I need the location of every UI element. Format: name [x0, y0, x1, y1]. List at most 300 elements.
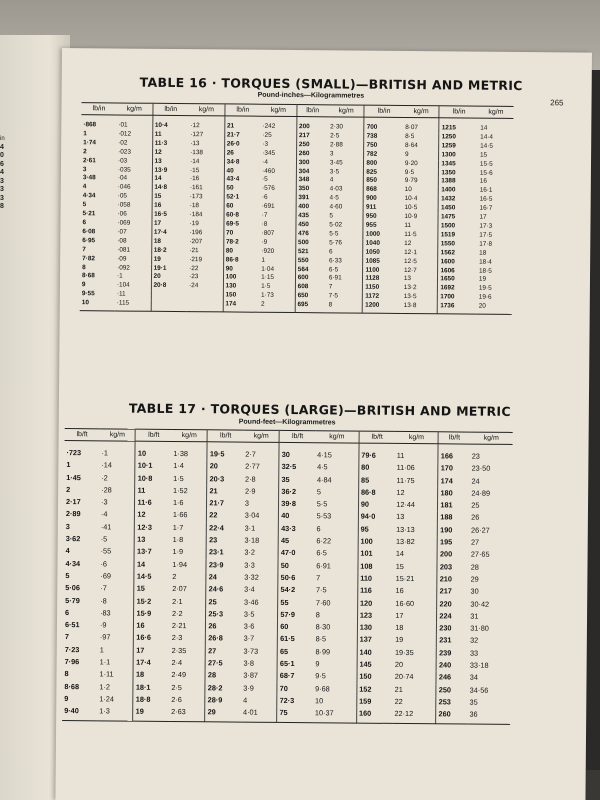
cell-metric: 15 — [394, 561, 438, 574]
cell-british: 10 — [137, 448, 147, 458]
cell-metric: 9·5 — [313, 671, 357, 684]
cell-metric: ·6 — [98, 558, 134, 571]
cell-metric: 8·99 — [313, 646, 357, 659]
cell-british: 26 — [208, 621, 217, 631]
cell-metric: 3·2 — [242, 547, 278, 560]
cell-british: 5 — [65, 571, 70, 581]
cell-metric: ·196 — [187, 229, 223, 238]
left-page-digit: 0 — [0, 152, 4, 159]
column-header-lb: lb/in — [439, 106, 478, 118]
cell-british: 738 — [366, 132, 378, 140]
cell-metric: ·4 — [99, 509, 135, 522]
cell-metric: ·01 — [116, 115, 152, 131]
cell-british: 650 — [297, 292, 309, 300]
table16-subtitle: Pound-inches—Kilogrammetres — [257, 91, 365, 100]
cell-british: 11 — [154, 130, 162, 138]
cell-metric: ·23 — [187, 274, 223, 283]
cell-british: 5·79 — [65, 595, 80, 605]
cell-metric: 3·45 — [328, 159, 364, 168]
table17-title: TABLE 17 · TORQUES (LARGE)—BRITISH AND METRIC — [128, 400, 511, 419]
cell-metric: 3·4 — [242, 584, 278, 597]
cell-metric: 3·9 — [241, 682, 277, 695]
cell-metric: ·09 — [115, 255, 151, 264]
cell-british: 36·2 — [281, 486, 297, 496]
cell-british: 65·1 — [279, 658, 295, 669]
cell-metric: 20 — [393, 659, 437, 672]
cell-metric: 17·3 — [479, 222, 493, 230]
cell-british: 1000 — [365, 230, 381, 238]
cell-metric: 12·7 — [402, 266, 438, 275]
cell-metric: 19·35 — [393, 647, 437, 660]
cell-metric: 15·6 — [479, 169, 493, 177]
table-row — [62, 705, 510, 724]
cell-metric: 3·5 — [242, 608, 278, 621]
column-header-kg: kg/m — [100, 429, 136, 441]
cell-british: 12 — [154, 148, 162, 156]
cell-british: 25 — [208, 596, 217, 606]
cell-metric: 6·33 — [327, 257, 363, 266]
cell-metric: 3·6 — [242, 621, 278, 634]
cell-metric: 25 — [471, 500, 480, 510]
cell-metric: ·21 — [187, 247, 223, 256]
cell-british: 43·4 — [226, 175, 240, 183]
cell-metric: 5·5 — [327, 230, 363, 239]
cell-british: 8 — [64, 669, 69, 679]
cell-british: 8 — [82, 263, 86, 271]
cell-metric: 20·74 — [393, 671, 437, 684]
cell-metric: ·4 — [260, 158, 296, 167]
cell-metric: 24 — [471, 476, 480, 486]
cell-british: 35 — [281, 474, 290, 484]
cell-british: 348 — [298, 176, 310, 184]
cell-metric: 16·60 — [393, 597, 437, 610]
cell-british: 50 — [226, 184, 234, 192]
cell-british: 190 — [440, 525, 453, 535]
cell-metric: 11·75 — [394, 475, 438, 488]
cell-british: 60 — [280, 622, 289, 632]
cell-british: 260 — [298, 149, 310, 157]
cell-metric: 6·91 — [327, 275, 363, 284]
cell-metric: ·184 — [188, 211, 224, 220]
cell-metric: 17 — [393, 610, 437, 623]
cell-british: 9 — [81, 281, 86, 289]
column-header-lb: lb/in — [297, 105, 329, 117]
cell-british: 2 — [83, 147, 87, 155]
cell-british: 101 — [360, 548, 373, 559]
cell-metric: ·05 — [116, 193, 152, 202]
cell-british: 159 — [359, 696, 372, 706]
cell-metric: 2·35 — [170, 645, 206, 658]
cell-metric: ·046 — [116, 184, 152, 193]
cell-british: 8·68 — [81, 272, 95, 280]
cell-british: 6·08 — [82, 228, 96, 236]
cell-metric: 8·64 — [403, 142, 439, 151]
cell-metric: ·19 — [188, 220, 224, 229]
left-page-digit: 6 — [0, 160, 4, 168]
column-header-kg: kg/m — [478, 106, 513, 118]
cell-british: 19·5 — [209, 449, 225, 459]
cell-metric: ·092 — [115, 264, 151, 273]
cell-british: 78·2 — [225, 238, 239, 246]
cell-metric: ·03 — [116, 157, 152, 166]
page-number: 265 — [550, 98, 564, 108]
cell-metric: 4·84 — [315, 474, 359, 487]
cell-british: 108 — [360, 561, 373, 571]
cell-metric: 18 — [393, 622, 437, 635]
cell-metric: 23·50 — [471, 463, 491, 474]
cell-british: 11·6 — [137, 497, 152, 507]
cell-metric: 1·2 — [97, 681, 133, 694]
cell-british: 253 — [438, 697, 451, 707]
cell-metric: 15 — [479, 151, 488, 159]
cell-metric: 22 — [393, 696, 437, 709]
cell-british: 68·7 — [279, 671, 295, 681]
cell-british: 3·62 — [65, 534, 81, 544]
cell-british: 7 — [82, 245, 86, 253]
cell-metric: 3·46 — [242, 596, 278, 609]
cell-metric: 17·5 — [479, 231, 493, 239]
cell-british: 400 — [298, 203, 310, 211]
cell-british: 203 — [439, 561, 453, 572]
cell-british: 16·6 — [136, 633, 151, 643]
cell-british: 955 — [365, 221, 377, 229]
cell-metric: 1·5 — [259, 283, 295, 292]
cell-metric: 1·11 — [97, 669, 133, 682]
cell-metric: ·22 — [187, 265, 223, 274]
cell-metric — [187, 291, 223, 300]
cell-metric: 13 — [394, 511, 438, 524]
cell-british: 28·9 — [207, 695, 223, 705]
cell-metric: 4·5 — [315, 462, 359, 475]
cell-metric: 1·66 — [171, 509, 207, 522]
column-header-lb: lb/ft — [136, 429, 172, 441]
cell-metric: 5 — [327, 212, 363, 221]
cell-british: 130 — [359, 622, 373, 632]
cell-metric: ·28 — [99, 484, 135, 497]
cell-metric: ·460 — [260, 167, 296, 176]
cell-british: 10·1 — [137, 460, 153, 471]
cell-british: 70 — [279, 683, 288, 693]
column-header-lb: lb/ft — [438, 432, 469, 444]
cell-british: 27·5 — [207, 658, 223, 668]
cell-british: 450 — [298, 221, 309, 229]
cell-metric: 1·24 — [97, 693, 133, 706]
cell-british: 80 — [361, 462, 370, 472]
cell-metric: 33·18 — [469, 660, 489, 670]
cell-metric: 12·5 — [402, 258, 438, 267]
cell-british: 1500 — [440, 222, 456, 230]
cell-metric: 31·80 — [470, 623, 489, 633]
cell-british: 195 — [440, 537, 453, 547]
cell-british: 7·82 — [82, 254, 95, 262]
left-page-digit: 8 — [0, 203, 4, 210]
cell-metric: ·69 — [98, 570, 134, 583]
cell-metric: ·16 — [188, 176, 224, 185]
cell-british: 1·74 — [83, 139, 97, 147]
cell-british: 20 — [153, 273, 161, 281]
cell-metric: 18·5 — [478, 267, 492, 275]
cell-british: 19 — [153, 255, 161, 263]
cell-metric: ·97 — [98, 632, 134, 645]
cell-british: 39·8 — [281, 499, 296, 509]
cell-british: 4·34 — [82, 192, 96, 200]
cell-british: 750 — [366, 141, 378, 149]
cell-british: 900 — [366, 194, 377, 203]
cell-british: 70 — [226, 229, 234, 237]
cell-british: 1085 — [365, 257, 380, 265]
cell-british: 9 — [64, 693, 69, 704]
cell-british: 1350 — [441, 168, 456, 176]
cell-british: 4·34 — [65, 558, 81, 568]
cell-metric: 14·4 — [480, 133, 494, 141]
cell-metric: 4·01 — [241, 707, 277, 722]
cell-british: 1692 — [440, 284, 455, 292]
cell-british: 123 — [359, 610, 373, 620]
cell-british: 25·3 — [208, 609, 224, 619]
cell-british: 1519 — [440, 231, 456, 239]
cell-metric: 34·56 — [469, 685, 489, 695]
cell-metric: 10 — [403, 186, 439, 195]
cell-british: 231 — [439, 635, 452, 645]
cell-metric: 2·8 — [243, 473, 279, 486]
cell-british: 2·61 — [82, 156, 96, 164]
cell-british: 550 — [297, 256, 309, 264]
cell-metric: 4 — [241, 695, 277, 708]
cell-british: 250 — [298, 140, 310, 148]
cell-metric: 2·88 — [328, 141, 364, 150]
cell-british: 60 — [226, 202, 234, 210]
cell-british: 1562 — [440, 248, 455, 257]
cell-british: 79·6 — [361, 450, 376, 460]
cell-british: 54·2 — [280, 585, 296, 595]
cell-metric: 2·07 — [170, 583, 206, 596]
cell-british: 911 — [365, 203, 377, 211]
cell-metric: 1 — [259, 256, 295, 265]
cell-metric: ·83 — [98, 607, 134, 620]
cell-british: 9·40 — [62, 705, 97, 720]
cell-metric: ·081 — [115, 246, 151, 255]
cell-metric: 3·7 — [242, 633, 278, 646]
left-page-fragment — [0, 135, 14, 212]
cell-british: 1050 — [365, 248, 380, 256]
column-header-kg: kg/m — [403, 105, 439, 117]
cell-british: 7·96 — [64, 657, 80, 667]
column-header-lb: lb/ft — [359, 431, 395, 443]
cell-metric: 9·5 — [403, 169, 439, 178]
cell-british: 564 — [297, 265, 309, 273]
cell-british: 239 — [439, 648, 452, 658]
cell-metric: 1 — [98, 644, 134, 657]
cell-british: 250 — [438, 684, 452, 695]
cell-metric: 22·12 — [392, 708, 436, 723]
cell-metric: 4·5 — [327, 195, 363, 204]
cell-metric: ·04 — [116, 175, 152, 184]
cell-metric: 2·1 — [170, 596, 206, 609]
cell-british: 181 — [440, 500, 453, 510]
cell-british: 40 — [281, 511, 290, 521]
cell-british: 13·9 — [154, 166, 168, 174]
left-page-digit: 4 — [0, 143, 4, 151]
cell-british: 1400 — [441, 186, 456, 194]
cell-metric: 16·7 — [479, 204, 493, 212]
cell-metric: 19 — [478, 276, 487, 284]
cell-metric: ·14 — [188, 158, 224, 167]
cell-british: 61·5 — [280, 634, 295, 644]
cell-metric: ·25 — [260, 132, 296, 141]
cell-british: 100 — [360, 536, 373, 546]
cell-metric: ·161 — [188, 184, 224, 193]
cell-british: 1200 — [363, 302, 402, 314]
cell-british: 1·45 — [66, 472, 81, 482]
cell-british: 18 — [153, 237, 162, 245]
cell-british: 5·06 — [65, 583, 80, 593]
cell-british: 8·68 — [64, 681, 80, 691]
cell-metric: ·3 — [99, 497, 135, 510]
cell-metric: 1·4 — [171, 460, 207, 473]
cell-metric: ·8 — [260, 221, 296, 230]
cell-metric: 36 — [467, 709, 510, 724]
cell-british: 14 — [154, 175, 162, 183]
left-page-digit: 3 — [0, 177, 4, 185]
cell-metric: ·06 — [116, 211, 152, 220]
cell-metric: 8·07 — [403, 117, 439, 133]
cell-british: 86·8 — [225, 256, 239, 264]
cell-metric: 1·3 — [97, 706, 133, 721]
cell-metric: 1·38 — [171, 441, 207, 460]
cell-metric: 11 — [402, 222, 438, 231]
cell-metric: 11 — [395, 443, 439, 462]
cell-metric: 28 — [470, 562, 479, 572]
cell-metric: 13·2 — [402, 284, 438, 293]
cell-metric: 2·3 — [170, 632, 206, 645]
cell-british: 152 — [359, 684, 372, 694]
cell-british: 15·9 — [136, 608, 152, 618]
cell-metric: ·9 — [98, 619, 134, 632]
cell-metric: 29 — [470, 574, 479, 584]
cell-british: 1300 — [441, 151, 456, 159]
cell-british: 1128 — [365, 275, 380, 283]
table16-title: TABLE 16 · TORQUES (SMALL)—BRITISH AND METRIC — [139, 74, 523, 94]
cell-british: 18·8 — [135, 694, 151, 704]
cell-british: 21·7 — [209, 498, 225, 508]
cell-metric: 1·9 — [170, 546, 206, 559]
cell-metric: ·104 — [115, 282, 151, 291]
cell-metric: ·2 — [99, 472, 135, 485]
cell-british: 16·5 — [154, 210, 167, 218]
cell-british: 435 — [298, 212, 309, 220]
cell-british: 18·2 — [153, 246, 167, 254]
cell-metric: 7 — [327, 284, 363, 293]
cell-british: 11 — [137, 485, 146, 495]
cell-british: 21 — [209, 486, 218, 496]
cell-metric: 14 — [480, 124, 488, 132]
cell-british: 1475 — [440, 213, 456, 221]
cell-british: 200 — [299, 123, 310, 131]
column-header-kg: kg/m — [261, 104, 297, 116]
cell-metric: ·12 — [188, 116, 224, 132]
cell-british: 14 — [136, 559, 146, 569]
cell-metric: 2·2 — [170, 608, 206, 621]
cell-metric: 6·91 — [314, 560, 358, 573]
cell-british: 140 — [359, 647, 372, 657]
cell-british: 80 — [225, 247, 234, 255]
cell-british: 240 — [438, 660, 452, 670]
cell-metric: ·173 — [188, 193, 224, 202]
column-header-lb: lb/in — [225, 104, 261, 116]
column-header-kg: kg/m — [395, 431, 439, 443]
cell-british: 52·1 — [226, 193, 240, 201]
cell-metric: ·138 — [188, 149, 224, 158]
cell-metric: 5·5 — [315, 498, 359, 511]
column-header-lb: lb/ft — [65, 429, 100, 441]
cell-british: 230 — [439, 623, 452, 633]
cell-british: 521 — [297, 247, 309, 255]
cell-metric: ·1 — [115, 273, 151, 282]
cell-british: 220 — [439, 598, 452, 608]
cell-metric: ·6 — [260, 194, 296, 203]
cell-metric: ·5 — [99, 533, 135, 546]
cell-british: 29 — [205, 707, 241, 722]
cell-metric: 3·3 — [242, 559, 278, 572]
cell-metric: 19·6 — [478, 293, 492, 301]
cell-british: 14·5 — [136, 571, 152, 581]
cell-metric: 2 — [259, 301, 295, 313]
cell-british: 11·3 — [154, 139, 168, 147]
cell-british: 868 — [366, 186, 377, 194]
cell-metric: 31 — [470, 611, 479, 621]
cell-metric: 12·44 — [394, 499, 438, 512]
cell-metric: 2·21 — [170, 620, 206, 633]
cell-british: 69·5 — [226, 220, 239, 228]
cell-british: 4 — [65, 546, 70, 556]
cell-metric: 1·8 — [171, 534, 207, 547]
cell-british: 695 — [295, 301, 327, 313]
cell-metric: 10·37 — [313, 707, 357, 722]
cell-british: 94·0 — [360, 512, 376, 522]
cell-british: 1600 — [440, 257, 455, 266]
cell-british: 65 — [279, 646, 289, 656]
cell-metric: 3 — [243, 498, 279, 511]
cell-metric: 8·5 — [403, 133, 439, 142]
cell-metric: 26 — [471, 513, 480, 523]
cell-metric: ·8 — [98, 595, 134, 608]
cell-british: 145 — [359, 659, 372, 669]
cell-british: 2·89 — [65, 509, 81, 519]
column-header-kg: kg/m — [116, 103, 152, 115]
cell-metric: ·15 — [188, 167, 224, 176]
table16 — [80, 102, 514, 315]
cell-metric: ·035 — [116, 166, 152, 175]
cell-british: 43·3 — [281, 523, 296, 533]
cell-british: 6·95 — [82, 236, 96, 245]
column-header-lb: lb/in — [364, 105, 403, 117]
cell-metric: 12·1 — [402, 249, 438, 258]
cell-british: 100 — [225, 273, 237, 281]
cell-metric: 10 — [313, 695, 357, 708]
cell-british: 350 — [298, 185, 310, 193]
cell-metric: 9 — [313, 658, 357, 671]
cell-metric: ·115 — [115, 300, 151, 312]
cell-british: 5·21 — [82, 210, 96, 218]
cell-british: 1700 — [440, 293, 455, 301]
cell-british: 90 — [360, 499, 370, 509]
cell-metric: 5·53 — [315, 511, 359, 524]
cell-metric: 6 — [327, 248, 363, 257]
cell-metric: 16·5 — [479, 195, 493, 204]
cell-metric: 11·06 — [395, 462, 439, 475]
cell-metric: 7·60 — [314, 597, 358, 610]
cell-metric: 2·9 — [243, 485, 279, 498]
